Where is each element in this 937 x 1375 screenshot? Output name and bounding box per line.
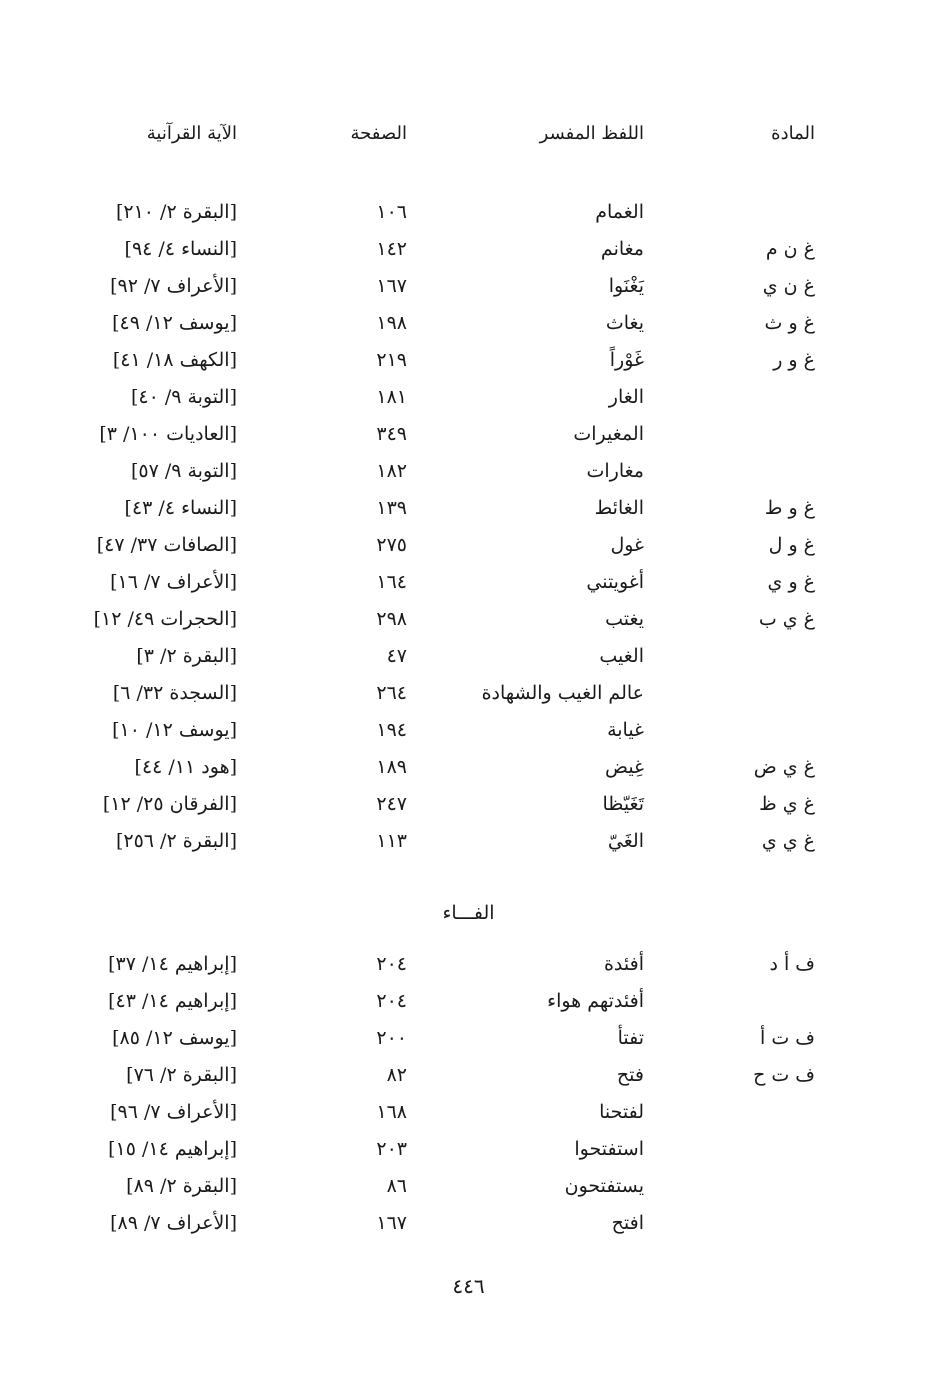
verse-cell: [البقرة ٢/ ٧٦] [126, 1064, 237, 1086]
root-cell: غ و ي [767, 571, 815, 593]
table-row [0, 305, 937, 341]
page-cell: ٨٦ [386, 1175, 407, 1197]
word-cell: غول [610, 534, 644, 556]
verse-cell: [إبراهيم ١٤/ ٣٧] [108, 953, 237, 975]
word-cell: يغاث [605, 312, 644, 334]
table-row [0, 1057, 937, 1093]
verse-cell: [النساء ٤/ ٩٤] [124, 238, 237, 260]
verse-cell: [البقرة ٢/ ٣] [136, 645, 237, 667]
table-row [0, 1131, 937, 1167]
table-row [0, 1020, 937, 1056]
word-cell: الغيب [599, 645, 644, 667]
root-cell: ف أ د [769, 953, 815, 975]
table-row [0, 786, 937, 822]
table-row [0, 490, 937, 526]
verse-cell: [الفرقان ٢٥/ ١٢] [102, 793, 237, 815]
page-cell: ١٨٢ [376, 460, 407, 482]
page-cell: ١٤٢ [376, 238, 407, 260]
page-cell: ١١٣ [376, 830, 407, 852]
word-cell: فتح [616, 1064, 644, 1086]
verse-cell: [النساء ٤/ ٤٣] [124, 497, 237, 519]
page-cell: ٢٠٣ [376, 1138, 407, 1160]
page-cell: ٨٢ [386, 1064, 407, 1086]
word-cell: المغيرات [573, 423, 644, 445]
verse-cell: [يوسف ١٢/ ٨٥] [112, 1027, 237, 1049]
header-word: اللفظ المفسر [539, 123, 644, 144]
table-row [0, 231, 937, 267]
verse-cell: [الأعراف ٧/ ٩٦] [110, 1101, 237, 1123]
root-cell [695, 1168, 815, 1204]
page-cell: ٢٠٠ [376, 1027, 407, 1049]
verse-cell: [يوسف ١٢/ ٤٩] [112, 312, 237, 334]
verse-cell: [التوبة ٩/ ٥٧] [130, 460, 237, 482]
table-row [0, 946, 937, 982]
word-cell: غَوْراً [609, 349, 644, 371]
verse-cell: [الكهف ١٨/ ٤١] [112, 349, 237, 371]
table-row [0, 268, 937, 304]
table-row [0, 601, 937, 637]
page-cell: ٢٠٤ [376, 990, 407, 1012]
verse-cell: [البقرة ٢/ ٢١٠] [115, 201, 237, 223]
word-cell: مغارات [586, 460, 644, 482]
verse-cell: [العاديات ١٠٠/ ٣] [99, 423, 237, 445]
page-cell: ١٨٩ [376, 756, 407, 778]
verse-cell: [السجدة ٣٢/ ٦] [112, 682, 237, 704]
root-cell [695, 983, 815, 1019]
page-cell: ٢٠٤ [376, 953, 407, 975]
word-cell: أغويتني [586, 571, 644, 593]
word-cell: مغانم [600, 238, 644, 260]
table-row [0, 638, 937, 674]
root-cell: غ و ر [773, 349, 815, 371]
page-cell: ١٦٨ [376, 1101, 407, 1123]
page-cell: ١٠٦ [376, 201, 407, 223]
table-row [0, 379, 937, 415]
word-cell: الغَيّ [607, 830, 644, 852]
root-cell: غ ي ض [753, 756, 815, 778]
table-header [0, 116, 937, 152]
page-cell: ٣٤٩ [376, 423, 407, 445]
table-row [0, 1168, 937, 1204]
root-cell: ف ت ح [753, 1064, 815, 1086]
word-cell: أفئدتهم هواء [547, 990, 644, 1012]
verse-cell: [إبراهيم ١٤/ ١٥] [108, 1138, 237, 1160]
page-cell: ١٦٧ [376, 1212, 407, 1234]
word-cell: يستفتحون [564, 1175, 644, 1197]
word-cell: تَغَيّظا [602, 793, 644, 815]
root-cell [695, 1094, 815, 1130]
page-cell: ١٣٩ [376, 497, 407, 519]
verse-cell: [الأعراف ٧/ ٨٩] [110, 1212, 237, 1234]
page-cell: ٢٩٨ [376, 608, 407, 630]
root-cell: غ ن م [765, 238, 815, 260]
page-cell: ١٩٨ [376, 312, 407, 334]
table-row [0, 527, 937, 563]
table-row [0, 416, 937, 452]
page-cell: ١٦٤ [376, 571, 407, 593]
verse-cell: [إبراهيم ١٤/ ٤٣] [108, 990, 237, 1012]
verse-cell: [الصافات ٣٧/ ٤٧] [96, 534, 237, 556]
root-cell [695, 194, 815, 230]
word-cell: غيابة [607, 719, 644, 741]
root-cell [695, 379, 815, 415]
word-cell: عالم الغيب والشهادة [481, 682, 644, 704]
word-cell: افتح [611, 1212, 644, 1234]
table-row [0, 342, 937, 378]
table-row [0, 564, 937, 600]
section-title: الفـــاء [442, 902, 495, 924]
verse-cell: [التوبة ٩/ ٤٠] [130, 386, 237, 408]
root-cell: غ و ط [764, 497, 815, 519]
root-cell: غ و ل [768, 534, 815, 556]
root-cell [695, 675, 815, 711]
word-cell: لفتحنا [599, 1101, 644, 1123]
table-row [0, 983, 937, 1019]
page-cell: ٢١٩ [376, 349, 407, 371]
header-root: المادة [771, 123, 815, 144]
root-cell [695, 1131, 815, 1167]
header-page: الصفحة [350, 123, 407, 144]
table-row [0, 675, 937, 711]
root-cell: غ ي ظ [759, 793, 815, 815]
word-cell: أفئدة [603, 953, 644, 975]
verse-cell: [البقرة ٢/ ٢٥٦] [115, 830, 237, 852]
word-cell: يَغْنَوا [608, 275, 644, 297]
header-verse: الآية القرآنية [146, 123, 237, 144]
table-row [0, 1094, 937, 1130]
root-cell: غ ي ب [758, 608, 815, 630]
page-cell: ٢٤٧ [376, 793, 407, 815]
root-cell [695, 1205, 815, 1241]
table-row [0, 453, 937, 489]
word-cell: الغار [608, 386, 644, 408]
page-cell: ١٩٤ [376, 719, 407, 741]
verse-cell: [هود ١١/ ٤٤] [134, 756, 237, 778]
word-cell: استفتحوا [574, 1138, 644, 1160]
word-cell: تفتأ [617, 1027, 644, 1049]
page-cell: ٤٧ [386, 645, 407, 667]
word-cell: الغائط [594, 497, 644, 519]
word-cell: يغتب [605, 608, 644, 630]
word-cell: الغمام [595, 201, 644, 223]
page-cell: ١٦٧ [376, 275, 407, 297]
verse-cell: [البقرة ٢/ ٨٩] [126, 1175, 237, 1197]
page-number: ٤٤٦ [452, 1274, 485, 1298]
page-cell: ١٨١ [376, 386, 407, 408]
root-cell: ف ت أ [760, 1027, 815, 1049]
table-row [0, 194, 937, 230]
page-cell: ٢٦٤ [376, 682, 407, 704]
verse-cell: [الحجرات ٤٩/ ١٢] [93, 608, 237, 630]
table-row [0, 823, 937, 859]
verse-cell: [الأعراف ٧/ ٩٢] [110, 275, 237, 297]
root-cell [695, 453, 815, 489]
root-cell [695, 416, 815, 452]
word-cell: غِيض [605, 756, 644, 778]
verse-cell: [الأعراف ٧/ ١٦] [110, 571, 237, 593]
page-cell: ٢٧٥ [376, 534, 407, 556]
root-cell: غ ن ي [762, 275, 815, 297]
root-cell [695, 712, 815, 748]
verse-cell: [يوسف ١٢/ ١٠] [112, 719, 237, 741]
table-row [0, 1205, 937, 1241]
root-cell: غ ي ي [761, 830, 815, 852]
table-row [0, 712, 937, 748]
table-row [0, 749, 937, 785]
root-cell [695, 638, 815, 674]
root-cell: غ و ث [764, 312, 815, 334]
